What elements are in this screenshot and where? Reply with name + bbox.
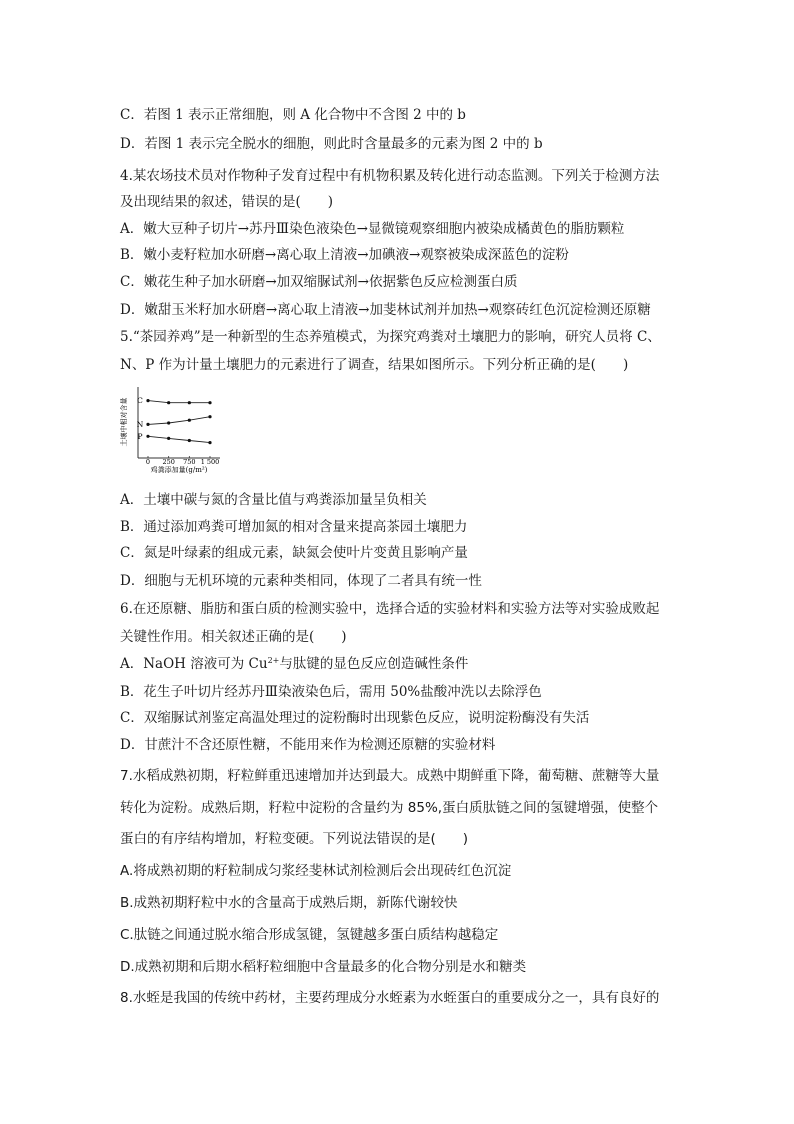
q6-option-b: B．花生子叶切片经苏丹Ⅲ染液染色后，需用 50%盐酸冲洗以去除浮色 bbox=[120, 684, 542, 700]
q6-stem-line-2: 关键性作用。相关叙述正确的是( ) bbox=[120, 629, 347, 645]
data-point-c bbox=[208, 401, 211, 404]
q4-stem-line-1: 4.某农场技术员对作物种子发育过程中有机物积累及转化进行动态监测。下列关于检测方法 bbox=[120, 168, 660, 184]
q4-stem-line-2: 及出现结果的叙述，错误的是( ) bbox=[120, 194, 334, 210]
q5-stem-line-1: 5.“茶园养鸡”是一种新型的生态养殖模式，为探究鸡粪对土壤肥力的影响，研究人员将 C、 bbox=[120, 329, 661, 345]
q6-option-a-post: 与肽键的显色反应创造碱性条件 bbox=[279, 656, 469, 672]
q6-option-c: C．双缩脲试剂鉴定高温处理过的淀粉酶时出现紫色反应，说明淀粉酶没有失活 bbox=[120, 710, 590, 726]
data-point-n bbox=[167, 421, 170, 424]
q7-option-b: B.成熟初期籽粒中水的含量高于成熟后期，新陈代谢较快 bbox=[120, 895, 458, 911]
q7-option-c: C.肽链之间通过脱水缩合形成氢键，氢键越多蛋白质结构越稳定 bbox=[120, 927, 499, 943]
data-point-p bbox=[208, 441, 211, 444]
q8-stem-line-1: 8.水蛭是我国的传统中药材，主要药理成分水蛭素为水蛭蛋白的重要成分之一，具有良好的 bbox=[120, 990, 660, 1006]
q3-option-c: C．若图 1 表示正常细胞，则 A 化合物中不含图 2 中的 b bbox=[120, 107, 466, 123]
q3-option-d: D．若图 1 表示完全脱水的细胞，则此时含量最多的元素为图 2 中的 b bbox=[120, 136, 543, 152]
q7-stem-line-1: 7.水稻成熟初期，籽粒鲜重迅速增加并达到最大。成熟中期鲜重下降，葡萄糖、蔗糖等大量 bbox=[120, 768, 660, 784]
x-tick-label: 750 bbox=[183, 458, 196, 466]
q5-stem-line-2: N、P 作为计量土壤肥力的元素进行了调查，结果如图所示。下列分析正确的是( ) bbox=[120, 357, 629, 373]
data-point-p bbox=[188, 439, 191, 442]
data-point-n bbox=[208, 415, 211, 418]
q6-stem-line-1: 6.在还原糖、脂肪和蛋白质的检测实验中，选择合适的实验材料和实验方法等对实验成败起 bbox=[120, 601, 660, 617]
series-line-c bbox=[148, 401, 210, 403]
q7-stem-line-2: 转化为淀粉。成熟后期，籽粒中淀粉的含量约为 85%,蛋白质肽链之间的氢键增强，使整个 bbox=[120, 800, 659, 816]
data-point-c bbox=[146, 399, 149, 402]
series-label-c: C bbox=[137, 396, 143, 406]
q6-option-a bbox=[120, 654, 468, 674]
data-point-c bbox=[188, 401, 191, 404]
q5-option-b: B．通过添加鸡粪可增加氮的相对含量来提高茶园土壤肥力 bbox=[120, 519, 468, 535]
q6-option-a-sup: 2+ bbox=[267, 656, 280, 665]
q4-option-d: D．嫩甜玉米籽加水研磨→离心取上清液→加斐林试剂并加热→观察砖红色沉淀检测还原糖 bbox=[120, 302, 651, 318]
data-point-c bbox=[167, 401, 170, 404]
series-line-p bbox=[148, 436, 210, 442]
cnp-line-chart bbox=[120, 384, 225, 474]
q5-option-c: C．氮是叶绿素的组成元素，缺氮会使叶片变黄且影响产量 bbox=[120, 545, 468, 561]
q5-option-a: A．土壤中碳与氮的含量比值与鸡粪添加量呈负相关 bbox=[120, 492, 427, 508]
q7-option-a: A.将成熟初期的籽粒制成匀浆经斐林试剂检测后会出现砖红色沉淀 bbox=[120, 863, 512, 879]
data-point-n bbox=[146, 423, 149, 426]
q4-option-c: C．嫩花生种子加水研磨→加双缩脲试剂→依据紫色反应检测蛋白质 bbox=[120, 274, 518, 290]
data-point-p bbox=[146, 435, 149, 438]
x-axis-label: 鸡粪添加量(g/m²) bbox=[150, 466, 208, 474]
data-point-p bbox=[167, 437, 170, 440]
q6-option-d: D．甘蔗汁不含还原性糖，不能用来作为检测还原糖的实验材料 bbox=[120, 737, 496, 753]
q4-option-b: B．嫩小麦籽粒加水研磨→离心取上清液→加碘液→观察被染成深蓝色的淀粉 bbox=[120, 247, 569, 263]
q4-option-a: A．嫩大豆种子切片→苏丹Ⅲ染色液染色→显微镜观察细胞内被染成橘黄色的脂肪颗粒 bbox=[120, 221, 625, 237]
x-tick-label: 0 bbox=[145, 458, 151, 466]
q7-stem-line-3: 蛋白的有序结构增加，籽粒变硬。下列说法错误的是( ) bbox=[120, 831, 469, 847]
q6-option-a-pre: A．NaOH 溶液可为 Cu bbox=[120, 656, 268, 672]
series-label-p: P bbox=[137, 431, 143, 441]
q5-option-d: D．细胞与无机环境的元素种类相同，体现了二者具有统一性 bbox=[120, 573, 482, 589]
q7-option-d: D.成熟初期和后期水稻籽粒细胞中含量最多的化合物分别是水和糖类 bbox=[120, 959, 527, 975]
series-label-n: N bbox=[136, 419, 144, 429]
x-tick-label: 1 500 bbox=[200, 458, 220, 466]
data-point-n bbox=[188, 419, 191, 422]
x-tick-label: 250 bbox=[162, 458, 175, 466]
y-axis-label: 土壤中相对含量 bbox=[120, 397, 128, 447]
series-line-n bbox=[148, 417, 210, 425]
